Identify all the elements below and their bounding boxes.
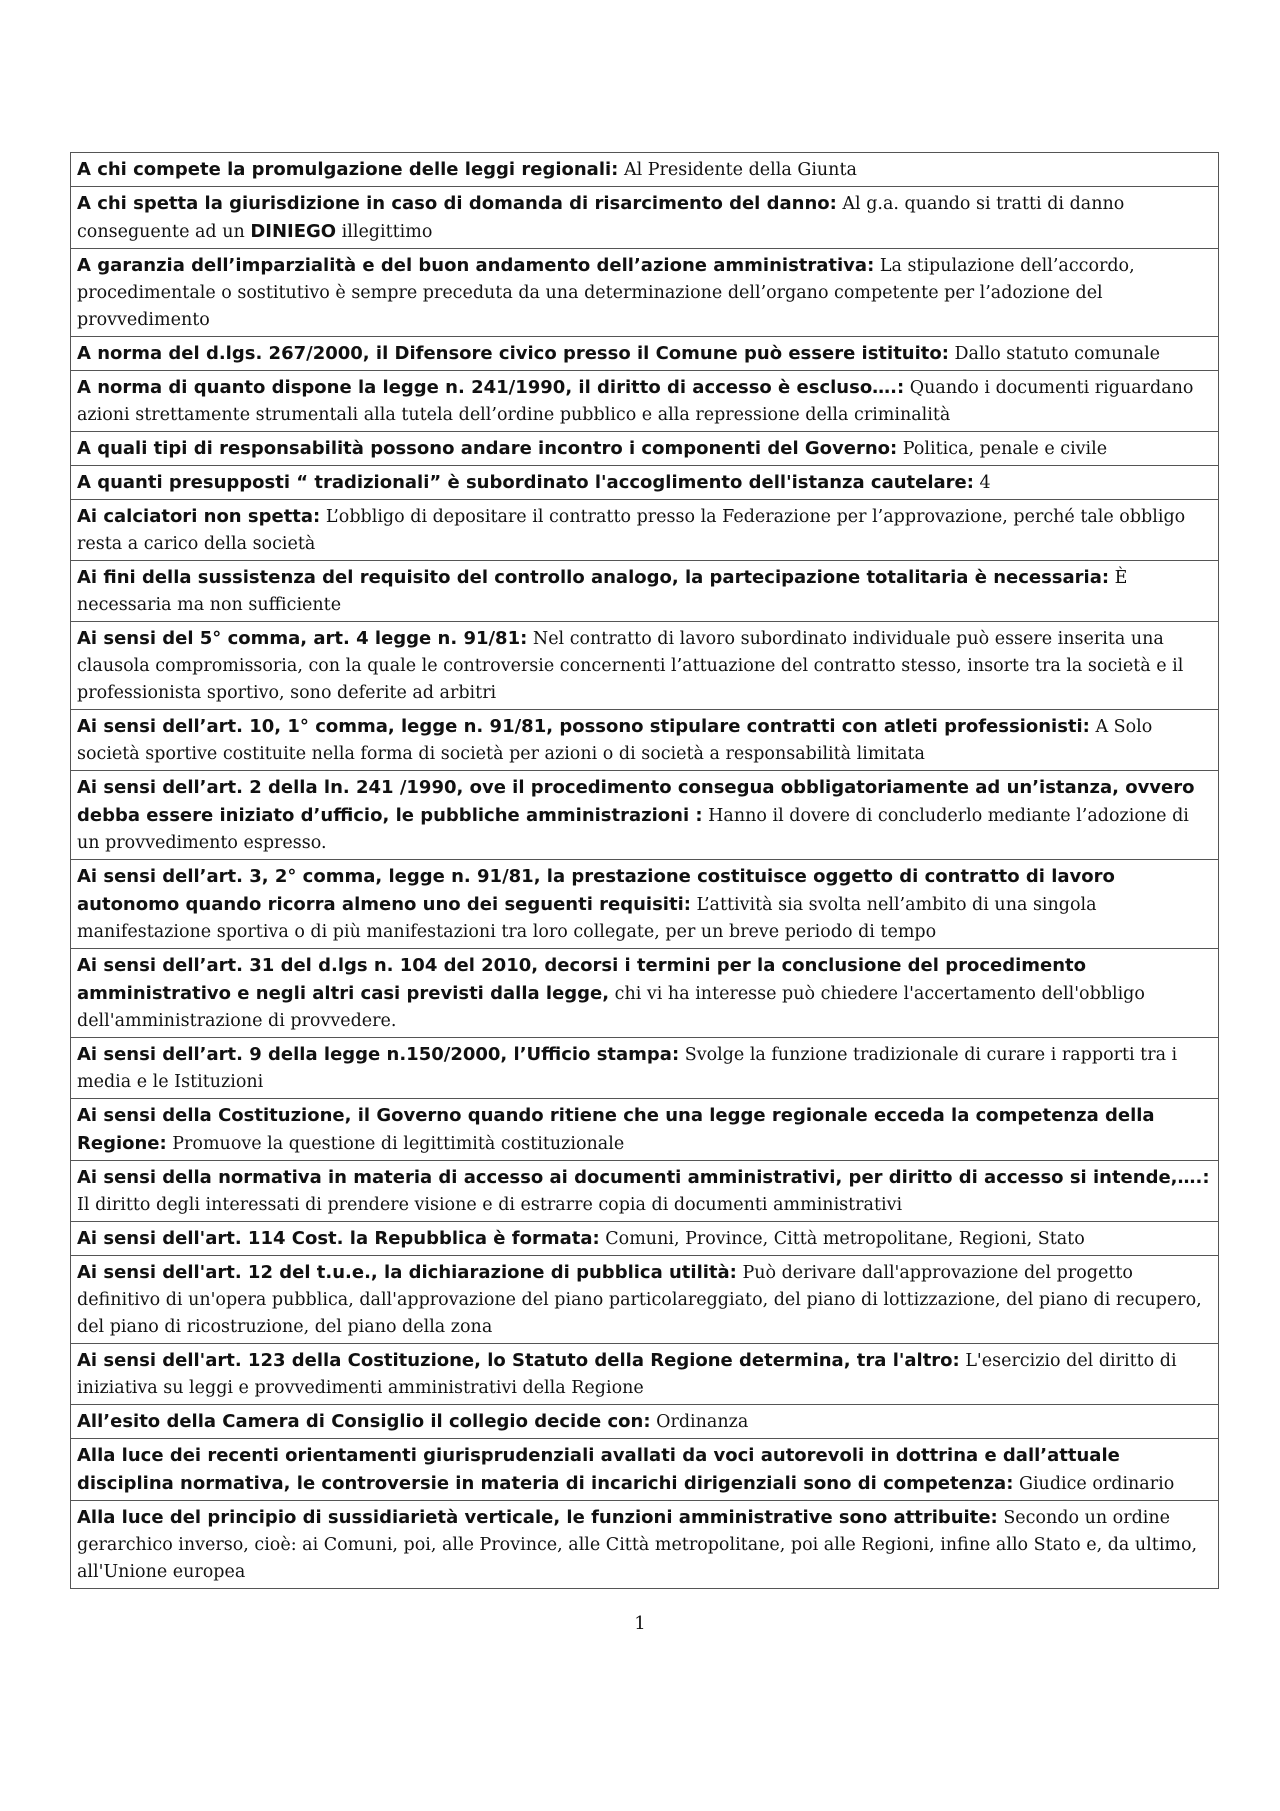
table-row — [71, 1038, 1219, 1099]
answer-text: Hanno il dovere di concluderlo mediante l’adozione di un provvedimento espresso. — [77, 806, 1189, 853]
table-row — [71, 249, 1219, 337]
answer-text: Politica, penale e civile — [897, 439, 1108, 459]
table-row — [71, 1256, 1219, 1344]
answer-text: Promuove la questione di legittimità costituzionale — [166, 1134, 625, 1154]
question-text: A chi spetta la giurisdizione in caso di domanda di risarcimento del danno: — [77, 193, 837, 214]
table-row — [71, 949, 1219, 1038]
question-text: A garanzia dell’imparzialità e del buon andamento dell’azione amministrativa: — [77, 255, 875, 276]
question-text: Ai sensi dell’art. 10, 1° comma, legge n. 91/81, possono stipulare contratti con atleti professionisti: — [77, 716, 1090, 737]
answer-text: Al g.a. quando si tratti di danno conseguente ad un — [77, 194, 1125, 242]
question-text: Ai sensi dell'art. 114 Cost. la Repubblica è formata: — [77, 1228, 600, 1249]
table-row — [71, 337, 1219, 371]
qa-cell — [71, 1439, 1219, 1501]
table-row — [71, 1161, 1219, 1222]
qa-cell — [71, 500, 1219, 561]
table-row — [71, 371, 1219, 432]
qa-cell — [71, 1161, 1219, 1222]
qa-cell — [71, 1222, 1219, 1256]
qa-cell — [71, 371, 1219, 432]
question-text: A norma del d.lgs. 267/2000, il Difensore civico presso il Comune può essere istituito: — [77, 343, 949, 364]
question-text: All’esito della Camera di Consiglio il collegio decide con: — [77, 1411, 651, 1432]
qa-cell — [71, 1256, 1219, 1344]
question-text: Ai sensi della Costituzione, il Governo quando ritiene che una legge regionale ecceda la competenza della Regione: — [77, 1105, 1155, 1154]
qa-cell — [71, 187, 1219, 249]
answer-text: Ordinanza — [650, 1412, 749, 1432]
question-text: A chi compete la promulgazione delle leggi regionali: — [77, 159, 619, 180]
question-text: Ai sensi della normativa in materia di accesso ai documenti amministrativi, per diritto di accesso si intende,….: — [77, 1167, 1210, 1188]
page-number: 1 — [634, 1613, 646, 1634]
question-text: Ai sensi dell’art. 31 del d.lgs n. 104 del 2010, decorsi i termini per la conclusione del procedimento amministrativo e negli altri casi previsti dalla legge, — [77, 955, 1087, 1004]
question-text: Ai sensi dell’art. 2 della ln. 241 /1990, ove il procedimento consegua obbligatoriamente ad un’istanza, ovvero debba essere iniziato d’ufficio, le pubbliche amministrazioni : — [77, 777, 1195, 826]
question-text: Ai sensi dell’art. 3, 2° comma, legge n. 91/81, la prestazione costituisce oggetto di contratto di lavoro autonomo quando ricorra almeno uno dei seguenti requisiti: — [77, 866, 1115, 915]
table-row — [71, 432, 1219, 466]
answer-text: Nel contratto di lavoro subordinato individuale può essere inserita una clausola compromissoria, con la quale le controversie concernenti l’attuazione del contratto stesso, insorte tra la società e il professionista sportivo, sono deferite ad arbitri — [77, 629, 1184, 703]
table-row — [71, 466, 1219, 500]
qa-cell — [71, 1038, 1219, 1099]
question-text: Ai sensi del 5° comma, art. 4 legge n. 91/81: — [77, 628, 528, 649]
qa-cell — [71, 153, 1219, 187]
table-row — [71, 500, 1219, 561]
table-row — [71, 1099, 1219, 1161]
answer-text: È necessaria ma non sufficiente — [77, 568, 1128, 615]
qa-cell — [71, 622, 1219, 710]
table-row — [71, 187, 1219, 249]
answer-text: illegittimo — [336, 222, 433, 242]
question-text: Ai fini della sussistenza del requisito del controllo analogo, la partecipazione totalitaria è necessaria: — [77, 567, 1110, 588]
answer-text: La stipulazione dell’accordo, procedimentale o sostitutivo è sempre preceduta da una determinazione dell’organo competente per l’adozione del provvedimento — [77, 256, 1135, 330]
answer-text: chi vi ha interesse può chiedere l'accertamento dell'obbligo dell'amministrazione di provvedere. — [77, 984, 1145, 1031]
qa-cell — [71, 1099, 1219, 1161]
table-row — [71, 1439, 1219, 1501]
qa-cell — [71, 710, 1219, 771]
table-row — [71, 771, 1219, 860]
qa-cell — [71, 949, 1219, 1038]
question-text: Ai sensi dell’art. 9 della legge n.150/2000, l’Ufficio stampa: — [77, 1044, 680, 1065]
table-row — [71, 1501, 1219, 1589]
table-row — [71, 860, 1219, 949]
qa-cell — [71, 860, 1219, 949]
answer-text: Secondo un ordine gerarchico inverso, cioè: ai Comuni, poi, alle Province, alle Città metropolitane, poi alle Regioni, infine allo Stato e, da ultimo, all'Unione europea — [77, 1508, 1198, 1582]
table-row — [71, 1405, 1219, 1439]
qa-cell — [71, 1501, 1219, 1589]
qa-cell — [71, 1405, 1219, 1439]
question-text: Alla luce dei recenti orientamenti giurisprudenziali avallati da voci autorevoli in dottrina e dall’attuale disciplina normativa, le controversie in materia di incarichi dirigenziali sono di competenza: — [77, 1445, 1120, 1494]
answer-text: L’attività sia svolta nell’ambito di una singola manifestazione sportiva o di più manifestazioni tra loro collegate, per un breve periodo di tempo — [77, 895, 1097, 942]
table-row — [71, 622, 1219, 710]
answer-text: Comuni, Province, Città metropolitane, Regioni, Stato — [599, 1229, 1085, 1249]
question-text: Ai sensi dell'art. 12 del t.u.e., la dichiarazione di pubblica utilità: — [77, 1262, 737, 1283]
qa-cell — [71, 466, 1219, 500]
qa-cell — [71, 771, 1219, 860]
table-row — [71, 153, 1219, 187]
answer-text: Quando i documenti riguardano azioni strettamente strumentali alla tutela dell’ordine pubblico e alla repressione della criminalità — [77, 378, 1194, 425]
qa-table-body — [71, 153, 1219, 1589]
question-text: Alla luce del principio di sussidiarietà verticale, le funzioni amministrative sono attribuite: — [77, 1507, 998, 1528]
table-row — [71, 1222, 1219, 1256]
answer-text: L’obbligo di depositare il contratto presso la Federazione per l’approvazione, perché tale obbligo resta a carico della società — [77, 507, 1186, 554]
table-row — [71, 710, 1219, 771]
answer-text: Il diritto degli interessati di prendere visione e di estrarre copia di documenti amministrativi — [77, 1195, 903, 1215]
qa-cell — [71, 249, 1219, 337]
answer-text: Dallo statuto comunale — [948, 344, 1161, 364]
question-text: Ai sensi dell'art. 123 della Costituzione, lo Statuto della Regione determina, tra l'altro: — [77, 1350, 960, 1371]
qa-table — [70, 152, 1219, 1589]
question-text: A quali tipi di responsabilità possono andare incontro i componenti del Governo: — [77, 438, 898, 459]
question-text: A quanti presupposti “ tradizionali” è subordinato l'accoglimento dell'istanza cautelare: — [77, 472, 974, 493]
qa-cell — [71, 1344, 1219, 1405]
qa-cell — [71, 337, 1219, 371]
answer-text: 4 — [973, 473, 991, 493]
answer-text: Può derivare dall'approvazione del progetto definitivo di un'opera pubblica, dall'approvazione del piano particolareggiato, del piano di lottizzazione, del piano di recupero, del piano di ricostruzione, del piano della zona — [77, 1263, 1202, 1337]
qa-cell — [71, 432, 1219, 466]
question-text: DINIEGO — [250, 221, 337, 242]
answer-text: A Solo società sportive costituite nella forma di società per azioni o di società a responsabilità limitata — [77, 717, 1153, 764]
answer-text: Giudice ordinario — [1013, 1474, 1175, 1494]
table-row — [71, 561, 1219, 622]
answer-text: L'esercizio del diritto di iniziativa su leggi e provvedimenti amministrativi della Regione — [77, 1351, 1177, 1398]
answer-text: Al Presidente della Giunta — [618, 160, 857, 180]
question-text: A norma di quanto dispone la legge n. 241/1990, il diritto di accesso è escluso….: — [77, 377, 905, 398]
answer-text: Svolge la funzione tradizionale di curare i rapporti tra i media e le Istituzioni — [77, 1045, 1178, 1092]
table-row — [71, 1344, 1219, 1405]
question-text: Ai calciatori non spetta: — [77, 506, 321, 527]
qa-cell — [71, 561, 1219, 622]
